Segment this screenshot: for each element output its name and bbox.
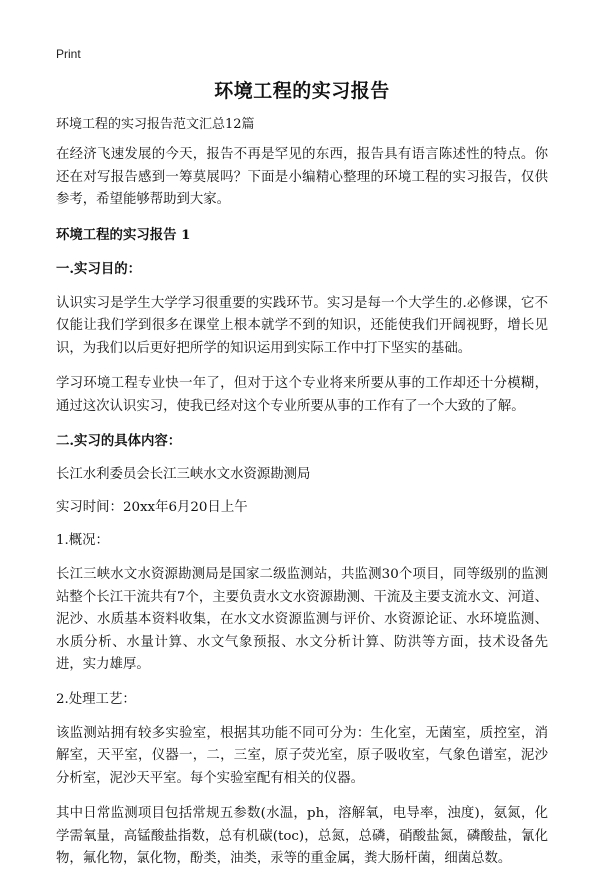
overview-paragraph: 长江三峡水文水资源勘测局是国家二级监测站，共监测30个项目，同等级别的监测站整个长江干流共有7个，主要负责水文水资源勘测、干流及主要支流水文、河道、泥沙、水质基本资料收集，在水文水资源监测与评价、水资源论证、水环境监测、水质分析、水量计算、水文气象预报、水文分析计算、防洪等方面，技术设备先进，实力雄厚。 — [56, 567, 548, 672]
purpose-paragraph-2: 学习环境工程专业快一年了，但对于这个专业将来所要从事的工作却还十分模糊，通过这次认识实习，使我已经对这个专业所要从事的工作有了一个大致的了解。 — [56, 376, 548, 414]
intro-paragraph: 在经济飞速发展的今天，报告不再是罕见的东西，报告具有语言陈述性的特点。你还在对写报告感到一筹莫展吗？下面是小编精心整理的环境工程的实习报告，仅供参考，希望能够帮助到大家。 — [56, 147, 548, 207]
print-link[interactable]: Print — [56, 47, 81, 61]
purpose-paragraph-1: 认识实习是学生大学学习很重要的实践环节。实习是每一个大学生的.必修课，它不仅能让我们学到很多在课堂上根本就学不到的知识，还能使我们开阔视野，增长见识，为我们以后更好把所学的知识运用到实际工作中打下坚实的基础。 — [56, 295, 548, 356]
internship-time: 实习时间：20xx年6月20日上午 — [56, 500, 248, 515]
document-subtitle: 环境工程的实习报告范文汇总12篇 — [56, 117, 255, 132]
report-heading: 环境工程的实习报告 1 — [56, 226, 191, 243]
subsection-heading-process: 2.处理工艺： — [56, 691, 136, 707]
document-body — [56, 78, 548, 884]
document-title: 环境工程的实习报告 — [214, 80, 390, 102]
subsection-heading-overview: 1.概况： — [56, 533, 109, 548]
section-heading-purpose: 一.实习目的： — [56, 260, 142, 277]
process-paragraph-2: 其中日常监测项目包括常规五参数(水温，ph，溶解氧，电导率，浊度)，氨氮，化学需氧量，高锰酸盐指数，总有机碳(toc)，总氮，总磷，硝酸盐氮，磷酸盐，氰化物，氟化物，氯化物，酚类，油类，汞等的重金属，粪大肠杆菌，细菌总数。 — [56, 806, 548, 866]
section-heading-content: 二.实习的具体内容： — [56, 433, 182, 449]
internship-place: 长江水利委员会长江三峡水文水资源勘测局 — [56, 467, 311, 482]
process-paragraph-1: 该监测站拥有较多实验室，根据其功能不同可分为：生化室，无菌室，质控室，消解室，天平室，仪器一，二，三室，原子荧光室，原子吸收室，气象色谱室，泥沙分析室，泥沙天平室。每个实验室配有相关的仪器。 — [56, 725, 548, 786]
